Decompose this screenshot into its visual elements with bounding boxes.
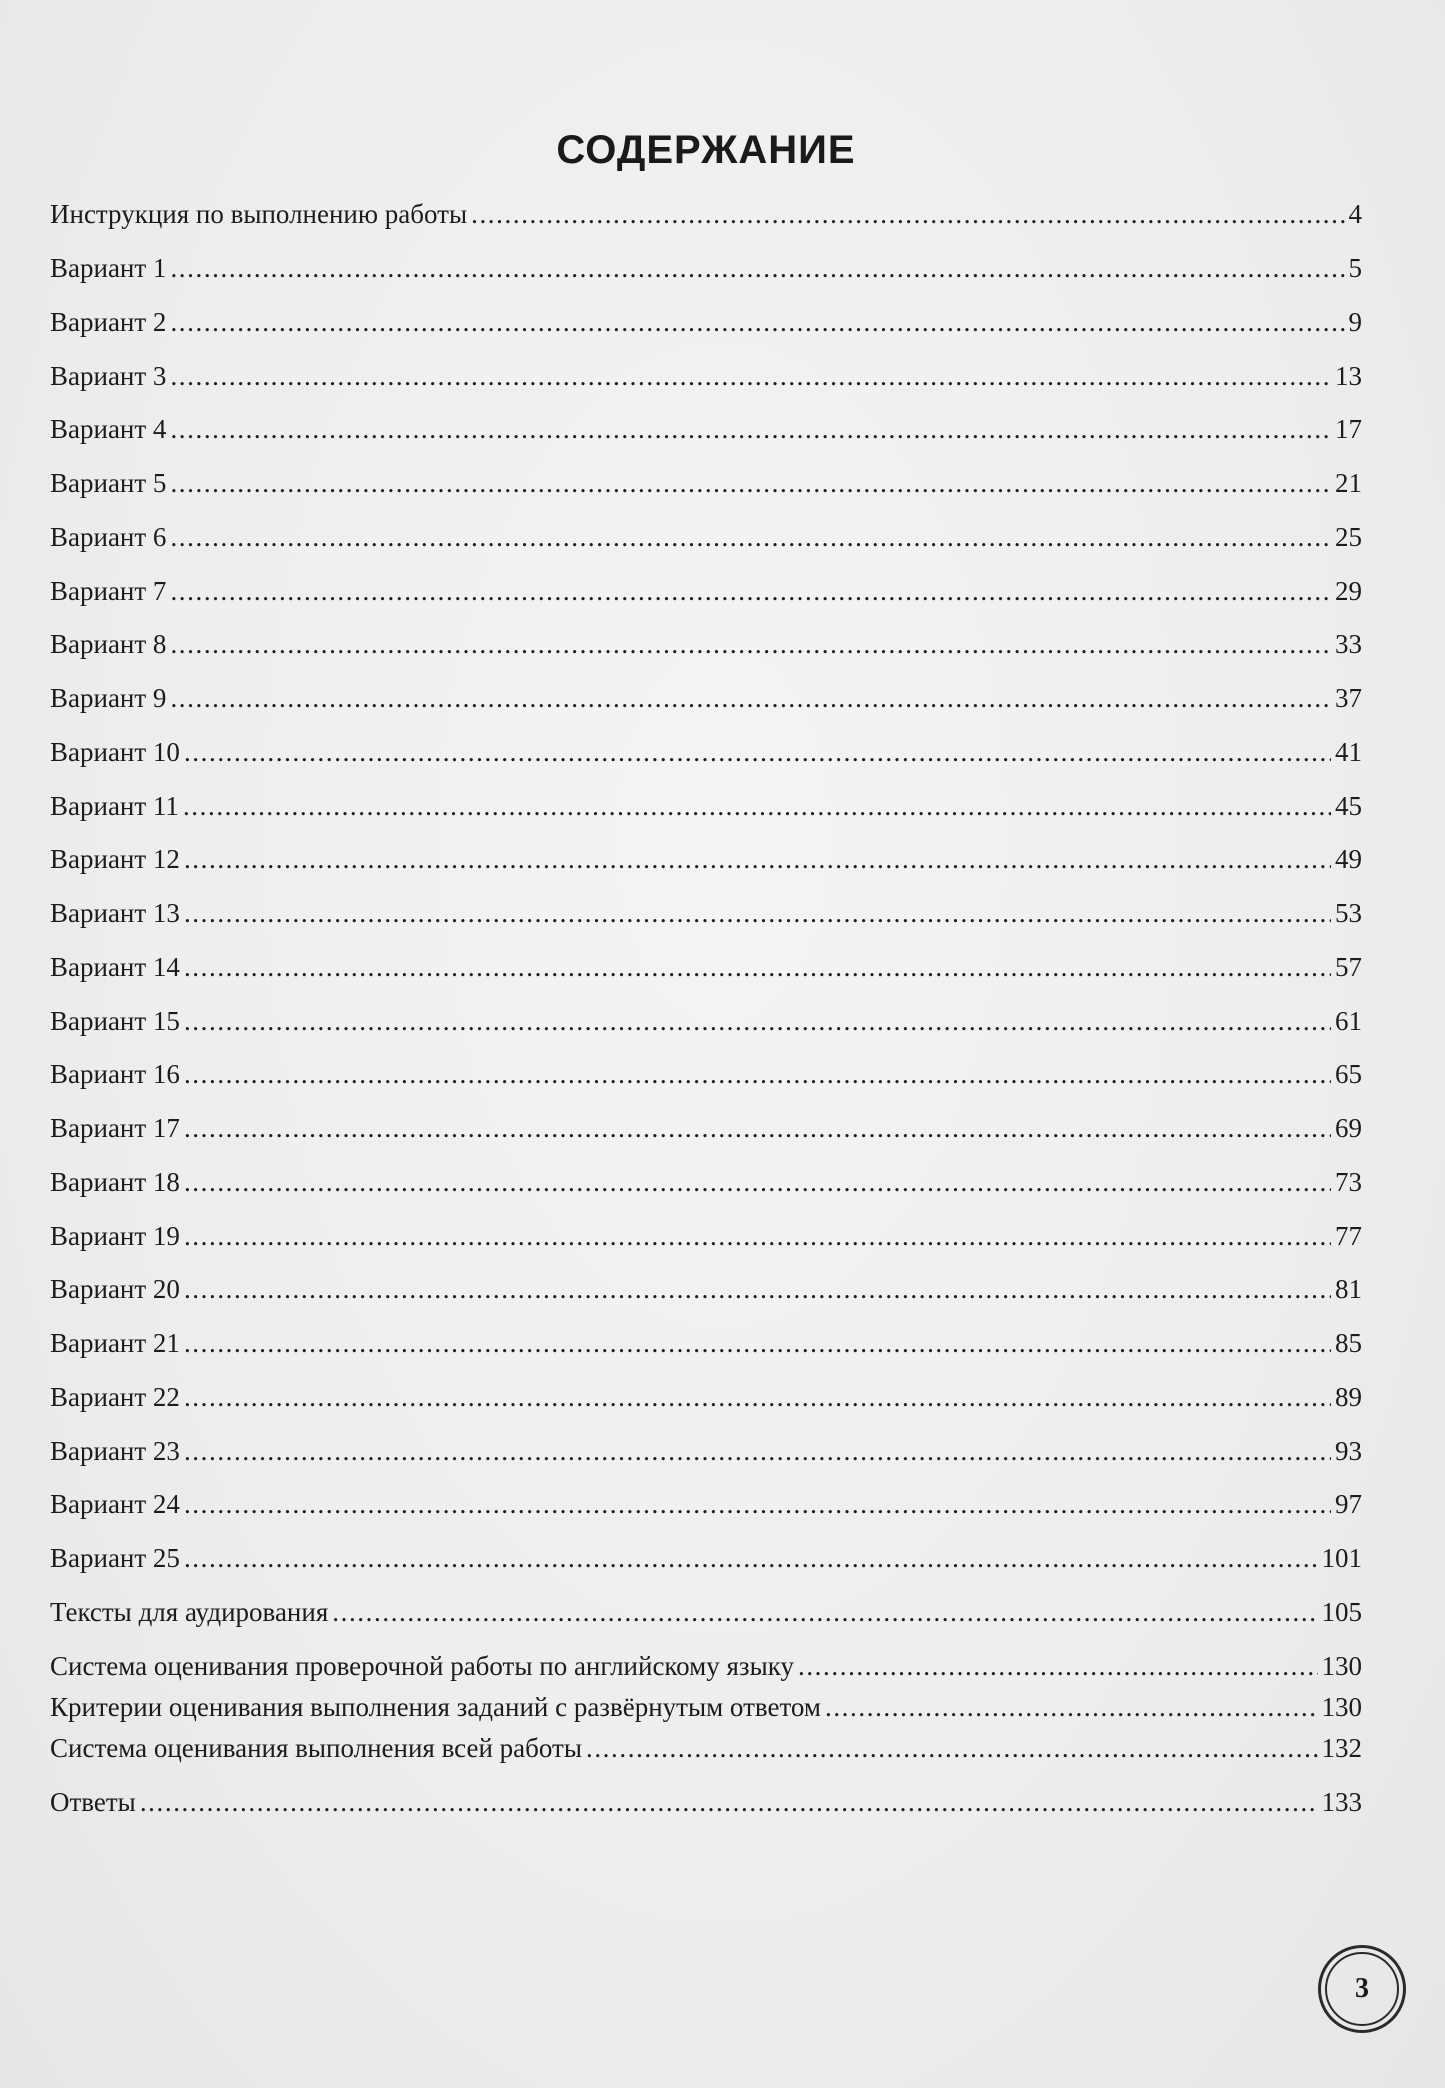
toc-leader-dots — [471, 198, 1344, 230]
toc-entry-page: 25 — [1335, 522, 1362, 552]
toc-entry-label: Система оценивания проверочной работы по английскому языку — [50, 1651, 794, 1681]
toc-entry — [50, 1427, 1362, 1467]
toc-entry-label: Вариант 1 — [50, 253, 167, 283]
toc-entry-page: 65 — [1335, 1059, 1362, 1089]
toc-entry-page: 89 — [1335, 1382, 1362, 1412]
toc-entry-page: 5 — [1348, 253, 1362, 283]
toc-leader-dots — [184, 951, 1331, 983]
toc-leader-dots — [184, 1542, 1318, 1574]
toc-entry-page: 69 — [1335, 1113, 1362, 1143]
toc-leader-dots — [140, 1786, 1318, 1818]
toc-entry — [50, 1373, 1362, 1413]
toc-entry — [50, 620, 1362, 660]
toc-entry — [50, 1683, 1362, 1723]
toc-entry-page: 101 — [1321, 1543, 1362, 1573]
toc-leader-dots — [170, 360, 1331, 392]
toc-entry — [50, 352, 1362, 392]
toc-entry — [50, 1534, 1362, 1574]
toc-entry — [50, 190, 1362, 230]
toc-entry-page: 33 — [1335, 629, 1362, 659]
toc-entry-label: Вариант 6 — [50, 522, 167, 552]
toc-entry-page: 61 — [1335, 1006, 1362, 1036]
toc-leader-dots — [170, 252, 1344, 284]
toc-entry-label: Вариант 12 — [50, 844, 180, 874]
toc-leader-dots — [798, 1650, 1318, 1682]
toc-entry-page: 73 — [1335, 1167, 1362, 1197]
toc-entry — [50, 1778, 1362, 1818]
toc-entry — [50, 1212, 1362, 1252]
toc-entry — [50, 1588, 1362, 1628]
toc-entry-page: 130 — [1321, 1692, 1362, 1722]
toc-entry-label: Тексты для аудирования — [50, 1597, 329, 1627]
toc-entry-label: Система оценивания выполнения всей работы — [50, 1733, 582, 1763]
toc-entry — [50, 1480, 1362, 1520]
toc-leader-dots — [183, 790, 1331, 822]
toc-entry-page: 9 — [1348, 307, 1362, 337]
toc-entry-label: Вариант 22 — [50, 1382, 180, 1412]
toc-entry-label: Вариант 5 — [50, 468, 167, 498]
toc-entry — [50, 513, 1362, 553]
toc-leader-dots — [184, 1488, 1331, 1520]
toc-entry-page: 41 — [1335, 737, 1362, 767]
page-title: СОДЕРЖАНИЕ — [556, 128, 856, 172]
toc-leader-dots — [184, 1112, 1331, 1144]
toc-entry — [50, 567, 1362, 607]
toc-entry-page: 105 — [1321, 1597, 1362, 1627]
toc-entry-page: 85 — [1335, 1328, 1362, 1358]
toc-entry — [50, 1724, 1362, 1764]
toc-entry-label: Вариант 7 — [50, 576, 167, 606]
toc-entry-label: Вариант 20 — [50, 1274, 180, 1304]
toc-entry-label: Вариант 16 — [50, 1059, 180, 1089]
toc-entry-page: 132 — [1321, 1733, 1362, 1763]
toc-leader-dots — [184, 843, 1331, 875]
toc-entry-label: Вариант 13 — [50, 898, 180, 928]
toc-entry-label: Ответы — [50, 1787, 136, 1817]
toc-entry — [50, 244, 1362, 284]
toc-leader-dots — [184, 1220, 1331, 1252]
toc-entry-page: 37 — [1335, 683, 1362, 713]
toc-leader-dots — [825, 1691, 1318, 1723]
toc-leader-dots — [184, 1005, 1331, 1037]
toc-leader-dots — [332, 1596, 1317, 1628]
toc-entry-label: Инструкция по выполнению работы — [50, 199, 468, 229]
page-number-badge — [1318, 1945, 1406, 2033]
toc-entry-page: 4 — [1348, 199, 1362, 229]
toc-leader-dots — [184, 1273, 1331, 1305]
toc-entry — [50, 943, 1362, 983]
toc-entry-label: Вариант 10 — [50, 737, 180, 767]
toc-entry-page: 17 — [1335, 414, 1362, 444]
toc-entry — [50, 1050, 1362, 1090]
toc-entry-label: Вариант 4 — [50, 414, 167, 444]
toc-entry-label: Вариант 19 — [50, 1221, 180, 1251]
toc-entry-label: Вариант 8 — [50, 629, 167, 659]
toc-entry-label: Вариант 11 — [50, 791, 179, 821]
toc-leader-dots — [170, 467, 1331, 499]
toc-leader-dots — [170, 628, 1331, 660]
toc-leader-dots — [170, 306, 1344, 338]
toc-leader-dots — [170, 413, 1331, 445]
toc-entry-label: Вариант 18 — [50, 1167, 180, 1197]
toc-entry-label: Вариант 24 — [50, 1489, 180, 1519]
toc-leader-dots — [184, 736, 1331, 768]
toc-entry-page: 57 — [1335, 952, 1362, 982]
toc-leader-dots — [170, 682, 1331, 714]
toc-entry-page: 93 — [1335, 1436, 1362, 1466]
toc-leader-dots — [586, 1732, 1318, 1764]
toc-entry-page: 49 — [1335, 844, 1362, 874]
toc-entry-page: 81 — [1335, 1274, 1362, 1304]
toc-entry-label: Вариант 15 — [50, 1006, 180, 1036]
toc-entry-label: Вариант 3 — [50, 361, 167, 391]
toc-entry-label: Вариант 14 — [50, 952, 180, 982]
toc-leader-dots — [184, 1327, 1331, 1359]
toc-entry-page: 21 — [1335, 468, 1362, 498]
toc-entry-page: 13 — [1335, 361, 1362, 391]
toc-entry-page: 133 — [1321, 1787, 1362, 1817]
toc-entry — [50, 728, 1362, 768]
toc-leader-dots — [170, 575, 1331, 607]
toc-leader-dots — [170, 521, 1331, 553]
toc-entry-label: Вариант 17 — [50, 1113, 180, 1143]
toc-leader-dots — [184, 1435, 1331, 1467]
toc-entry-label: Критерии оценивания выполнения заданий с развёрнутым ответом — [50, 1692, 821, 1722]
toc-leader-dots — [184, 1381, 1331, 1413]
toc-entry-page: 45 — [1335, 791, 1362, 821]
toc-entry-label: Вариант 25 — [50, 1543, 180, 1573]
toc-entry-label: Вариант 23 — [50, 1436, 180, 1466]
toc-entry-page: 130 — [1321, 1651, 1362, 1681]
toc-leader-dots — [184, 897, 1331, 929]
toc-entry — [50, 1319, 1362, 1359]
toc-entry — [50, 405, 1362, 445]
toc-entry — [50, 298, 1362, 338]
toc-entry — [50, 1104, 1362, 1144]
toc-leader-dots — [184, 1166, 1331, 1198]
toc-entry-page: 97 — [1335, 1489, 1362, 1519]
toc-entry — [50, 1158, 1362, 1198]
toc-entry — [50, 459, 1362, 499]
toc-entry-page: 29 — [1335, 576, 1362, 606]
toc-entry — [50, 889, 1362, 929]
toc-entry — [50, 782, 1362, 822]
toc-entry-page: 77 — [1335, 1221, 1362, 1251]
page-number: 3 — [1325, 1952, 1399, 2026]
toc-leader-dots — [184, 1058, 1331, 1090]
toc-entry — [50, 1265, 1362, 1305]
toc-entry — [50, 674, 1362, 714]
toc-entry — [50, 1642, 1362, 1682]
toc-entry-label: Вариант 21 — [50, 1328, 180, 1358]
toc-entry-label: Вариант 2 — [50, 307, 167, 337]
toc-entry-page: 53 — [1335, 898, 1362, 928]
toc-entry-label: Вариант 9 — [50, 683, 167, 713]
toc-entry — [50, 835, 1362, 875]
toc-entry — [50, 997, 1362, 1037]
